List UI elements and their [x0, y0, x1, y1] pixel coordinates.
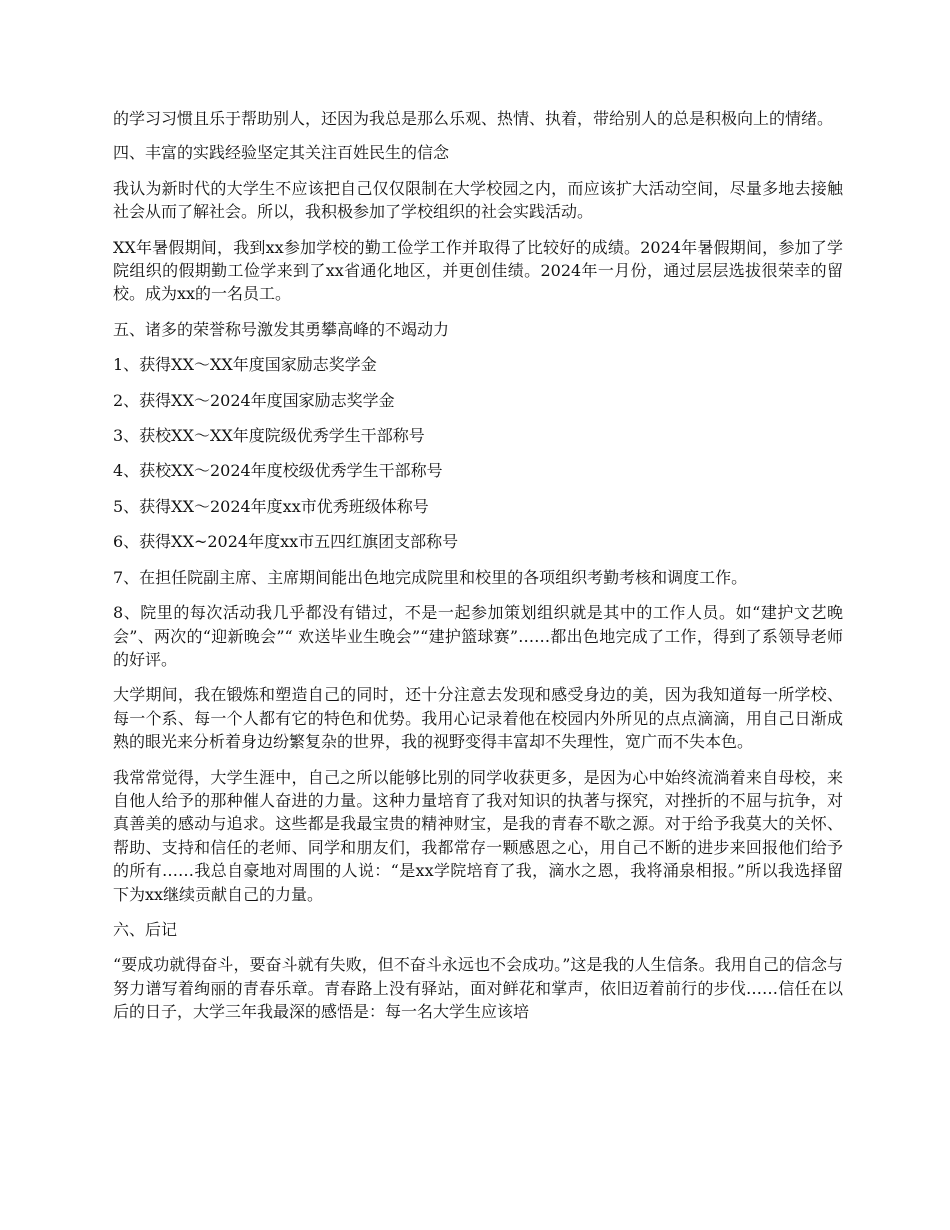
document-page [113, 107, 843, 1024]
paragraph-college-life: 大学期间，我在锻炼和塑造自己的同时，还十分注意去发现和感受身边的美，因为我知道每一所学校、每一个系、每一个人都有它的特色和优势。我用心记录着他在校园内外所见的点点滴滴，用自己日渐成熟的眼光来分析着身边纷繁复杂的世界，我的视野变得丰富却不失理性，宽广而不失本色。 [113, 685, 843, 752]
honor-item-3: 3、获校XX～XX年度院级优秀学生干部称号 [113, 426, 425, 446]
honor-item-4: 4、获校XX～2024年度校级优秀学生干部称号 [113, 461, 443, 481]
paragraph-continuation: 的学习习惯且乐于帮助别人，还因为我总是那么乐观、热情、执着，带给别人的总是积极向上的情绪。 [113, 109, 834, 128]
section-heading-4: 四、丰富的实践经验坚定其关注百姓民生的信念 [113, 143, 450, 163]
honor-item-2: 2、获得XX～2024年度国家励志奖学金 [113, 390, 395, 410]
section-heading-5: 五、诸多的荣誉称号激发其勇攀高峰的不竭动力 [113, 319, 450, 339]
paragraph-gratitude: 我常常觉得，大学生涯中，自己之所以能够比别的同学收获更多，是因为心中始终流淌着来自母校，来自他人给予的那种催人奋进的力量。这种力量培育了我对知识的执著与探究，对挫折的不屈与抗争，对真善美的感动与追求。这些都是我最宝贵的精神财宝，是我的青春不歇之源。对于给予我莫大的关怀、帮助、支持和信任的老师、同学和朋友们，我都常存一颗感恩之心，用自己不断的进步来回报他们给予的所有……我总自豪地对周围的人说：“是xx学院培育了我，滴水之恩，我将涌泉相报。”所以我选择留下为xx继续贡献自己的力量。 [113, 767, 843, 904]
paragraph-work-study: XX年暑假期间，我到xx参加学校的勤工俭学工作并取得了比较好的成绩。2024年暑假期间，参加了学院组织的假期勤工俭学来到了xx省通化地区，并更创佳绩。2024年一月份，通过层层选拔很荣幸的留校。成为xx的一名员工。 [113, 237, 843, 304]
honor-item-8: 8、院里的每次活动我几乎都没有错过，不是一起参加策划组织就是其中的工作人员。如“建护文艺晚会”、两次的“迎新晚会”“ 欢送毕业生晚会”“建护篮球赛”……都出色地完成了工作，得到了系领导老师的好评。 [113, 603, 843, 669]
honor-item-5: 5、获得XX～2024年度xx市优秀班级体称号 [113, 496, 429, 516]
honor-item-6: 6、获得XX~2024年度xx市五四红旗团支部称号 [113, 532, 459, 552]
section-heading-6: 六、后记 [113, 919, 178, 939]
paragraph-afterword: “要成功就得奋斗，要奋斗就有失败，但不奋斗永远也不会成功。”这是我的人生信条。我用自己的信念与努力谱写着绚丽的青春乐章。青春路上没有驿站，面对鲜花和掌声，依旧迈着前行的步伐……信任在以后的日子，大学三年我最深的感悟是：每一名大学生应该培 [113, 955, 843, 1022]
honor-item-7: 7、在担任院副主席、主席期间能出色地完成院里和校里的各项组织考勤考核和调度工作。 [113, 567, 748, 587]
honor-item-1: 1、获得XX～XX年度国家励志奖学金 [113, 355, 377, 375]
paragraph-social-practice: 我认为新时代的大学生不应该把自己仅仅限制在大学校园之内，而应该扩大活动空间，尽量多地去接触社会从而了解社会。所以，我积极参加了学校组织的社会实践活动。 [113, 178, 843, 222]
